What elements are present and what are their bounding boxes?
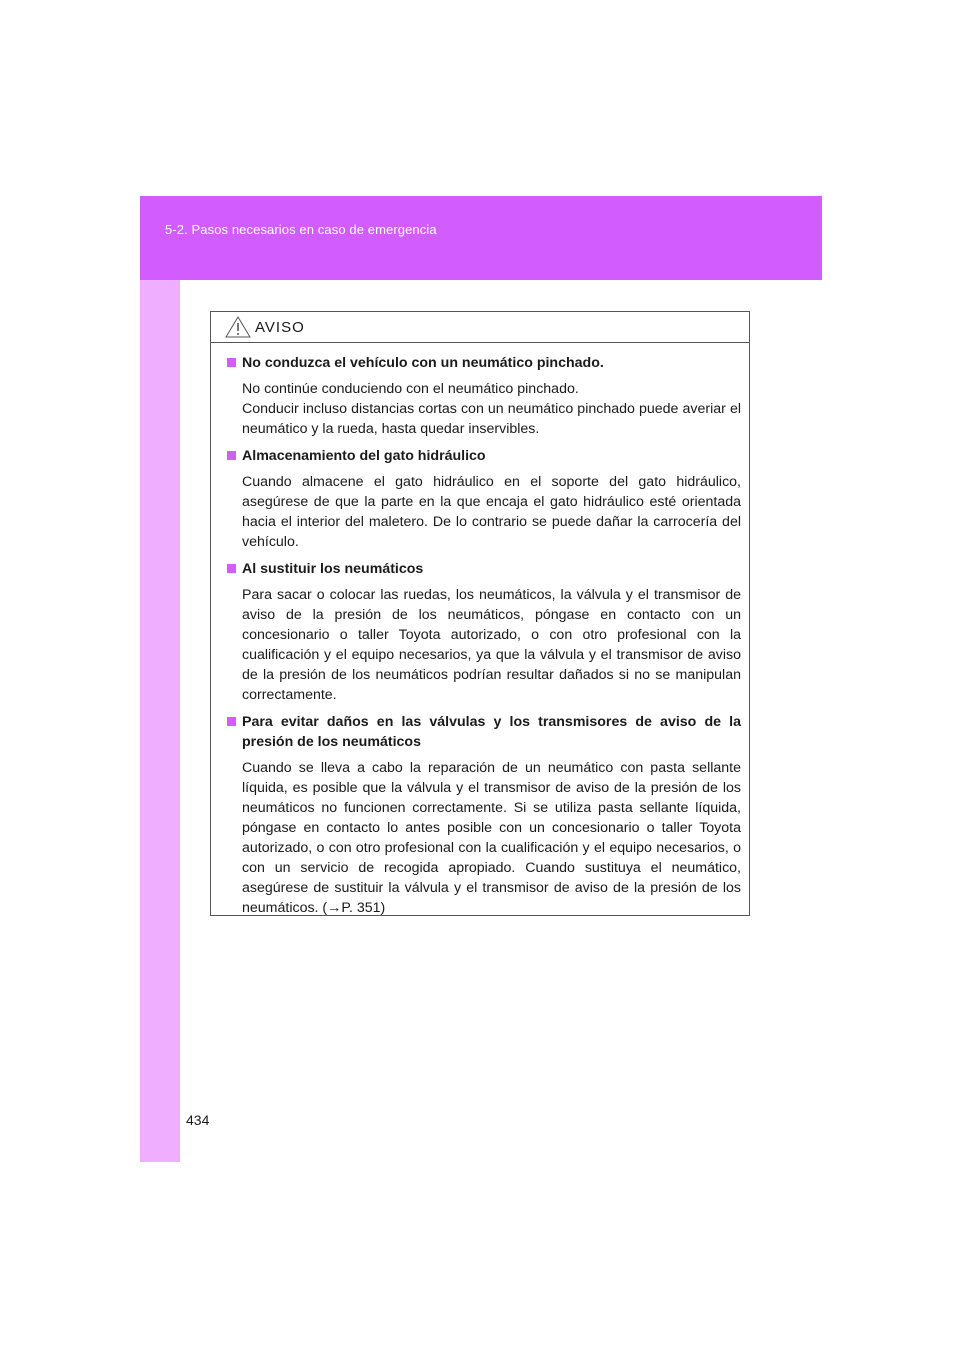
heading-text: Para evitar daños en las válvulas y los transmisores de aviso de la presión de los neumáticos [242, 714, 741, 750]
warning-triangle-icon [225, 316, 251, 338]
warning-title: AVISO [255, 318, 305, 336]
paragraph: No continúe conduciendo con el neumático pinchado. [242, 381, 579, 397]
paragraph: Cuando almacene el gato hidráulico en el soporte del gato hidráulico, asegúrese de que la parte en la que encaja el gato hidráulico esté orientada hacia el interior del maletero. De lo contrario se puede dañar la carrocería del vehículo. [242, 474, 741, 550]
warning-box [210, 311, 750, 916]
side-margin-strip [140, 196, 180, 1162]
paragraph: Cuando se lleva a cabo la reparación de un neumático con pasta sellante líquida, es posible que la válvula y el transmisor de aviso de la presión de los neumáticos no funcionen correctamente. Si se utiliza pasta sellante líquida, póngase en contacto lo antes posible con un concesionario o taller Toyota autorizado, o con otro profesional con la cualificación y el equipo necesarios, o con un servicio de recogida apropiado. Cuando sustituya el neumático, asegúrese de sustituir la válvula y el transmisor de aviso de la presión de los neumáticos. (→P. 351) [242, 760, 741, 916]
square-bullet-icon [227, 358, 236, 367]
warning-section-heading [227, 353, 741, 373]
page-number: 434 [186, 1112, 210, 1128]
square-bullet-icon [227, 717, 236, 726]
warning-body [211, 343, 749, 918]
square-bullet-icon [227, 451, 236, 460]
warning-section-heading [227, 559, 741, 579]
warning-section-heading [227, 712, 741, 752]
square-bullet-icon [227, 564, 236, 573]
heading-text: No conduzca el vehículo con un neumático pinchado. [242, 355, 604, 371]
paragraph: Para sacar o colocar las ruedas, los neumáticos, la válvula y el transmisor de aviso de la presión de los neumáticos, póngase en contacto con un concesionario o taller Toyota autorizado, o con otro profesional con la cualificación y el equipo necesarios, ya que la válvula y el transmisor de aviso de la presión de los neumáticos podrían resultar dañados si no se manipulan correctamente. [242, 587, 741, 703]
paragraph: Conducir incluso distancias cortas con un neumático pinchado puede averiar el neumático y la rueda, hasta quedar inservibles. [242, 401, 741, 437]
warning-section-heading [227, 446, 741, 466]
section-header-band [140, 196, 822, 280]
heading-text: Almacenamiento del gato hidráulico [242, 448, 486, 464]
warning-header [211, 312, 749, 343]
section-title: 5-2. Pasos necesarios en caso de emergencia [165, 222, 437, 237]
heading-text: Al sustituir los neumáticos [242, 561, 424, 577]
